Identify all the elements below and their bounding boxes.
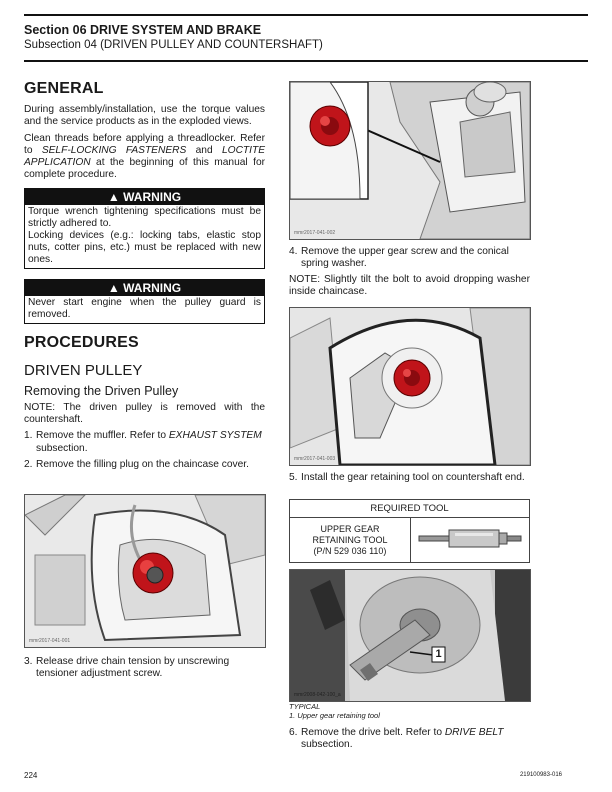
warning-line-torque: Torque wrench tightening specifications must be strictly adhered to. — [28, 205, 261, 229]
self-locking-fasteners-link[interactable]: SELF-LOCKING FASTENERS — [41, 144, 187, 156]
header-bottom-rule — [24, 60, 588, 62]
procedures-heading: PROCEDURES — [24, 333, 139, 351]
step-number: 4. — [289, 246, 298, 257]
required-tool-header: REQUIRED TOOL — [290, 500, 530, 518]
section-title: Section 06 DRIVE SYSTEM AND BRAKE — [24, 23, 262, 37]
step-number: 3. — [24, 656, 33, 667]
tool-name: UPPER GEAR RETAINING TOOL — [312, 523, 388, 545]
warning-line-locking: Locking devices (e.g.: locking tabs, elastic stop nuts, cotter pins, etc.) must be replaced with new ones. — [28, 229, 261, 265]
step-text: Remove the drive belt. Refer to DRIVE BELT subsection. — [301, 727, 504, 751]
general-heading: GENERAL — [24, 80, 104, 97]
step-3 — [24, 656, 265, 681]
note-label: NOTE: — [24, 401, 56, 413]
step-5 — [289, 472, 530, 484]
step-text: Remove the upper gear screw and the conical spring washer. — [301, 246, 509, 270]
figure-id: mmr2017-041-001 — [29, 638, 71, 644]
tool-image-cell — [411, 518, 530, 563]
procedure-note — [24, 402, 265, 427]
general-p2-text-c: at the beginning of this manual for complete procedure. — [24, 157, 265, 181]
figure-chaincase-cover-bolt — [289, 307, 531, 466]
general-p2-text-a: Clean threads before applying a threadlocker. Refer to — [24, 132, 265, 156]
warning-box-torque — [24, 188, 265, 269]
warning-title: WARNING — [123, 280, 182, 295]
warning-body — [25, 205, 264, 268]
left-column — [24, 80, 265, 471]
tool-part-number: (P/N 529 036 110) — [313, 545, 387, 556]
upper-gear-screw-illustration — [290, 82, 530, 239]
figure-id: mmr2008-042-100_a — [294, 692, 341, 698]
page-number: 224 — [24, 771, 38, 780]
step-text: Install the gear retaining tool on countershaft end. — [301, 472, 525, 483]
right-step-6-block — [289, 727, 530, 752]
note-text: The driven pulley is removed with the countershaft. — [24, 401, 265, 426]
step-4 — [289, 246, 530, 271]
figure-caption — [289, 702, 530, 720]
chaincase-cover-illustration — [290, 308, 530, 465]
note-label: NOTE: — [289, 273, 321, 285]
loctite-application-link[interactable]: LOCTITE APPLICATION — [24, 144, 266, 169]
warning-header — [25, 280, 264, 296]
subsection-title: Subsection 04 (DRIVEN PULLEY AND COUNTERSHAFT) — [24, 39, 323, 51]
step-1 — [24, 430, 265, 455]
warning-triangle-icon: ▲ — [107, 280, 120, 295]
tool-name-cell — [290, 518, 411, 563]
callout-number: 1 — [435, 648, 442, 660]
general-paragraph-2 — [24, 133, 265, 182]
right-note — [289, 274, 530, 299]
figure-tool-installed — [289, 569, 531, 702]
warning-box-pulley-guard — [24, 279, 265, 324]
document-number: 219100983-016 — [519, 772, 562, 778]
step-text: Remove the filling plug on the chaincase cover. — [36, 458, 249, 470]
tool-installed-illustration — [290, 570, 530, 701]
general-paragraph-1: During assembly/installation, use the torque values and the service products as in the exploded views. — [24, 104, 265, 128]
figure-id: mmr2017-041-002 — [294, 230, 336, 236]
caption-title: TYPICAL — [289, 702, 321, 711]
figure-upper-gear-screw — [289, 81, 531, 240]
removing-driven-pulley-heading: Removing the Driven Pulley — [24, 383, 179, 398]
warning-body — [25, 296, 264, 323]
figure-id: mmr2017-041-003 — [294, 456, 336, 462]
warning-header — [25, 189, 264, 205]
drive-belt-link[interactable]: DRIVE BELT — [444, 727, 504, 738]
step-text: Release drive chain tension by unscrewing tensioner adjustment screw. — [36, 656, 230, 680]
driven-pulley-heading: DRIVEN PULLEY — [24, 361, 143, 379]
general-p2-text-b: and — [186, 144, 222, 156]
header-top-rule — [24, 14, 588, 16]
right-step-4-block — [289, 246, 530, 298]
gear-retaining-tool-icon — [415, 524, 525, 554]
step-text: Remove the muffler. Refer to EXHAUST SYSTEM subsection. — [36, 430, 262, 454]
step-6 — [289, 727, 530, 752]
right-step-5-block — [289, 472, 530, 484]
step-2 — [24, 459, 265, 471]
warning-line-pulley-guard: Never start engine when the pulley guard is removed. — [28, 296, 261, 320]
step-number: 1. — [24, 430, 33, 442]
warning-title: WARNING — [123, 189, 182, 204]
step-number: 5. — [289, 472, 298, 483]
exhaust-system-link[interactable]: EXHAUST SYSTEM — [168, 430, 262, 442]
caption-item: 1. Upper gear retaining tool — [289, 711, 380, 720]
step-number: 6. — [289, 727, 298, 738]
required-tool-table — [289, 499, 530, 563]
figure-chaincase-filling-plug — [24, 494, 266, 648]
step-number: 2. — [24, 458, 33, 470]
note-text: Slightly tilt the bolt to avoid dropping washer inside chaincase. — [289, 273, 530, 297]
chaincase-illustration — [25, 495, 265, 647]
warning-triangle-icon: ▲ — [107, 189, 120, 204]
